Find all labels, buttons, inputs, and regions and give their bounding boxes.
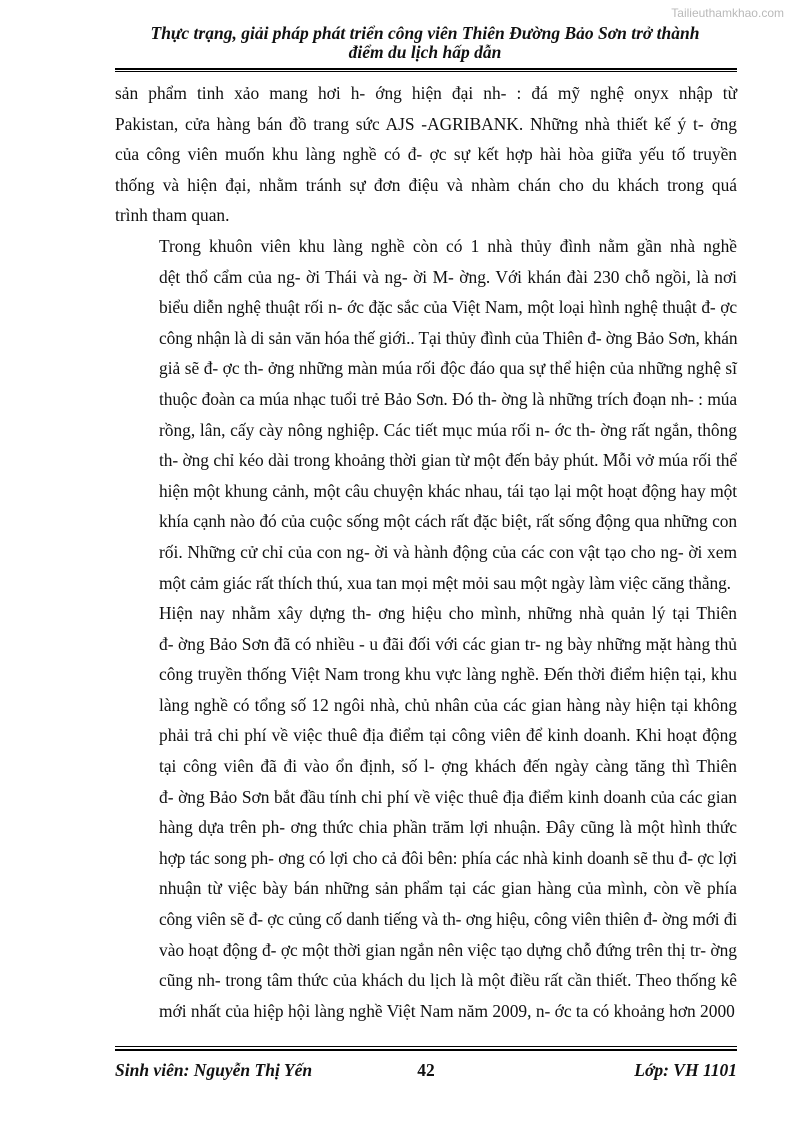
text-line: trình tham quan.	[115, 205, 230, 226]
header-rule	[115, 68, 737, 70]
text-line: giả sẽ đ- ợc th- ởng những màn múa rối độc đáo qua sự thể hiện của những nghệ sĩ	[159, 358, 737, 379]
paragraph	[115, 78, 737, 231]
text-line: một cảm giác rất thích thú, xua tan mọi mệt mỏi sau một ngày làm việc căng thẳng.	[159, 572, 731, 593]
body-text	[115, 78, 737, 1026]
text-line: làng nghề có tổng số 12 ngôi nhà, chủ nhân của các gian hàng này hiện tại không	[159, 694, 737, 715]
text-line: mới nhất của hiệp hội làng nghề Việt Nam năm 2009, n- ớc ta có khoảng hơn 2000	[159, 1000, 735, 1021]
text-line: hiện một khung cảnh, một câu chuyện khác nhau, tái tạo lại một hoạt động hay một	[159, 480, 737, 501]
page-header	[115, 24, 735, 62]
paragraph	[115, 231, 737, 598]
class-code: Lớp: VH 1101	[634, 1060, 737, 1080]
text-line: sản phẩm tinh xảo mang hơi h- ớng hiện đại nh- : đá mỹ nghệ onyx nhập từ	[115, 83, 737, 103]
text-line: hàng dựa trên ph- ơng thức chia phần trăm lợi nhuận. Đây cũng là một hình thức	[159, 817, 737, 838]
header-title-line-1: Thực trạng, giải pháp phát triển công viên Thiên Đường Bảo Sơn trở thành	[150, 23, 700, 43]
text-line: Trong khuôn viên khu làng nghề còn có 1 nhà thủy đình nằm gần nhà nghề	[159, 235, 737, 256]
text-line: thuộc đoàn ca múa nhạc tuổi trẻ Bảo Sơn. Đó th- ờng là những trích đoạn nh- : múa	[159, 388, 737, 409]
text-line: công truyền thống Việt Nam trong khu vực làng nghề. Đến thời điểm hiện tại, khu	[159, 664, 737, 685]
text-line: đ- ờng Bảo Sơn đã có nhiều - u đãi đối với các gian tr- ng bày những mặt hàng thủ	[159, 633, 737, 654]
text-line: công viên sẽ đ- ợc củng cố danh tiếng và th- ơng hiệu, công viên thiên đ- ờng mới đi	[159, 909, 737, 930]
text-line: thống và hiện đại, nhằm tránh sự đơn điệu và nhàm chán cho du khách trong quá	[115, 174, 737, 195]
header-rule-thin	[115, 71, 737, 72]
text-line: tại công viên đã đi vào ổn định, số l- ợng khách đến ngày càng tăng thì Thiên	[159, 756, 737, 777]
text-line: đ- ờng Bảo Sơn bắt đầu tính chi phí về việc thuê địa điểm kinh doanh của các gian	[159, 786, 737, 807]
page-footer	[115, 1060, 737, 1082]
paragraph	[115, 598, 737, 1026]
text-line: dệt thổ cẩm của ng- ời Thái và ng- ời M- ờng. Với khán đài 230 chỗ ngồi, là nơi	[159, 266, 737, 287]
text-line: cũng nh- trong tâm thức của khách du lịch là một điều rất cần thiết. Theo thống kê	[159, 970, 737, 991]
text-line: công nhận là di sản văn hóa thế giới.. Tại thủy đình của Thiên đ- ờng Bảo Sơn, khán	[159, 327, 738, 348]
text-line: khía cạnh nào đó của cuộc sống một cách rất đặc biệt, rất sống động qua những con	[159, 511, 737, 532]
text-line: của công viên muốn khu làng nghề có đ- ợc sự kết hợp hài hòa giữa yếu tố truyền	[115, 144, 737, 165]
header-title-line-2: điểm du lịch hấp dẫn	[348, 42, 502, 62]
text-line: nhuận từ việc bày bán những sản phẩm tại các gian hàng của mình, còn về phía	[159, 878, 737, 899]
text-line: hợp tác song ph- ơng có lợi cho cả đôi bên: phía các nhà kinh doanh sẽ thu đ- ợc lợi	[159, 847, 737, 868]
footer-rule	[115, 1049, 737, 1051]
watermark: Tailieuthamkhao.com	[671, 6, 784, 20]
footer-rule-thin	[115, 1046, 737, 1047]
text-line: rối. Những cử chỉ của con ng- ời và hành động của các con vật tạo cho ng- ời xem	[159, 541, 737, 562]
text-line: Pakistan, cửa hàng bán đồ trang sức AJS -AGRIBANK. Những nhà thiết kế ý t- ởng	[115, 113, 737, 134]
text-line: Hiện nay nhằm xây dựng th- ơng hiệu cho mình, những nhà quản lý tại Thiên	[159, 603, 737, 624]
text-line: phải trả chi phí về việc thuê địa điểm tại công viên để kinh doanh. Khi hoạt động	[159, 725, 737, 746]
text-line: vào hoạt động đ- ợc một thời gian ngắn nên việc tạo dựng chỗ đứng trên thị tr- ờng	[159, 939, 737, 960]
text-line: rồng, lân, cấy cày nông nghiệp. Các tiết mục múa rối n- ớc th- ờng rất ngắn, thông	[159, 419, 737, 440]
text-line: biểu diễn nghệ thuật rối n- ớc đặc sắc của Việt Nam, một loại hình nghệ thuật đ- ợc	[159, 297, 737, 318]
student-name: Sinh viên: Nguyễn Thị Yến	[115, 1060, 313, 1080]
page-number: 42	[417, 1060, 435, 1080]
text-line: th- ờng chỉ kéo dài trong khoảng thời gian từ một đến bảy phút. Mỗi vở múa rối thể	[159, 450, 737, 471]
